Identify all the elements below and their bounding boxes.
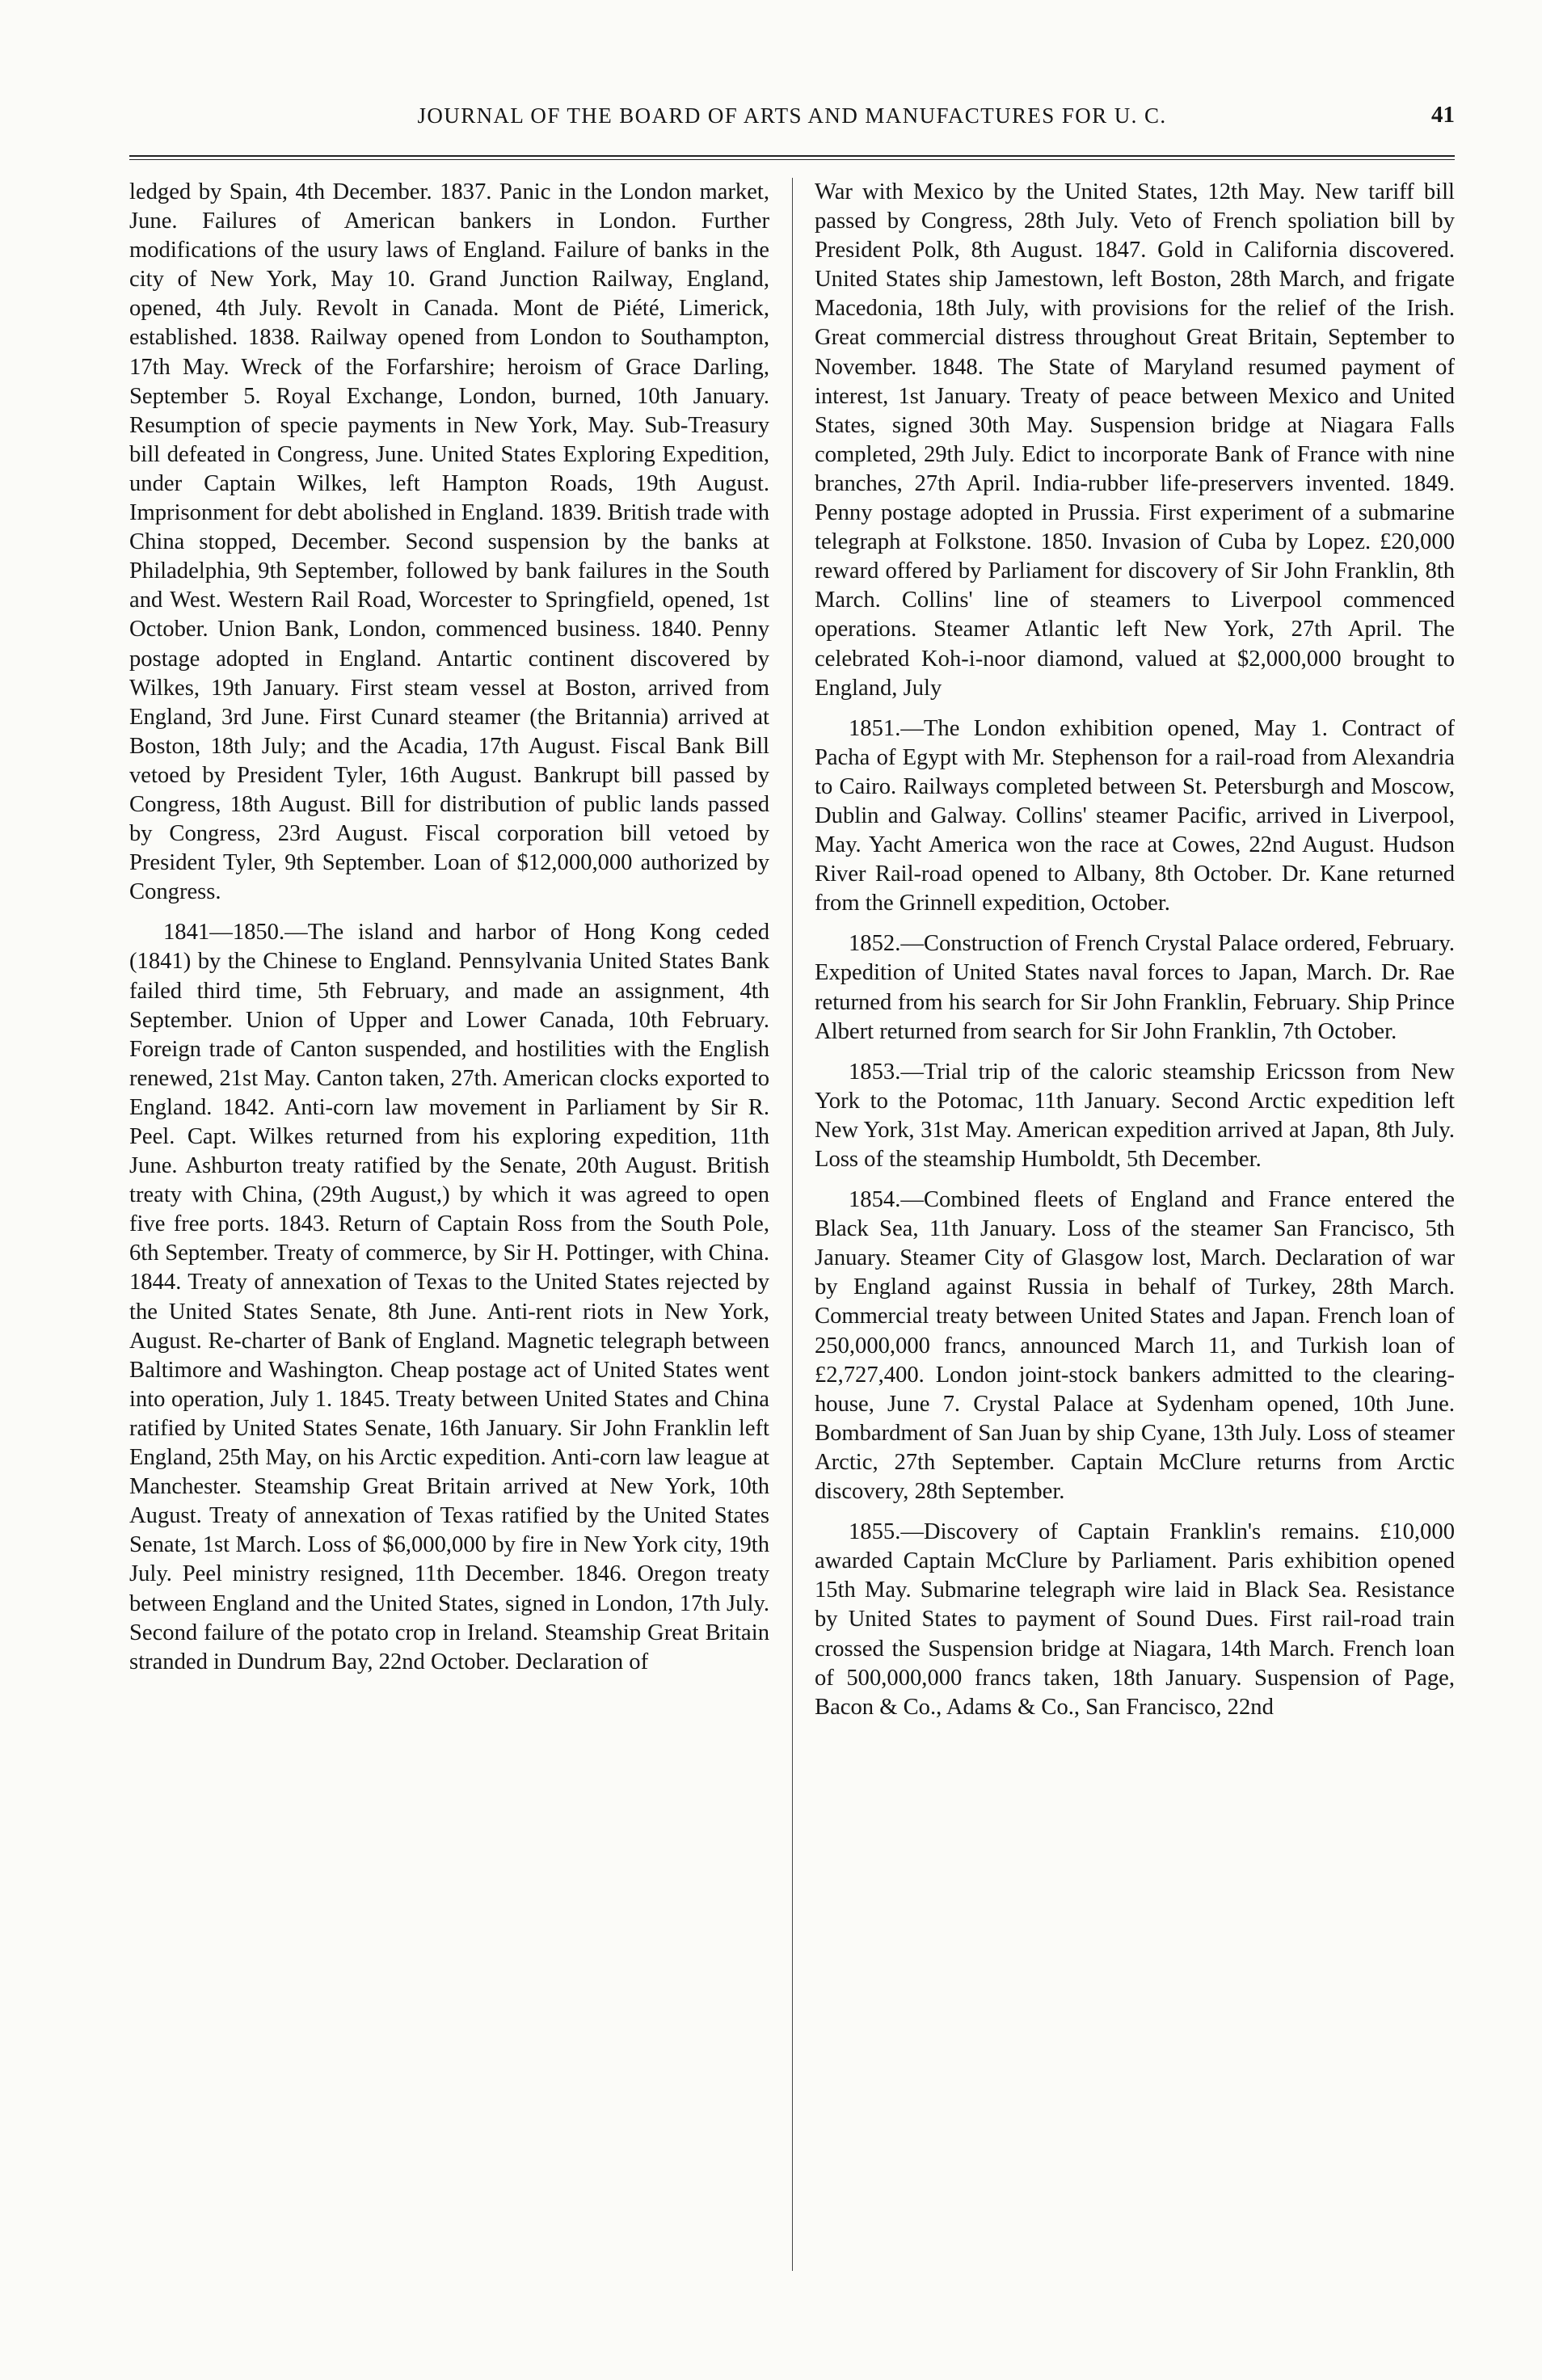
- paragraph-1846-1850: War with Mexico by the United States, 12th May. New tariff bill passed by Congress, 28th July. Veto of French spoliation bill by President Polk, 8th August. 1847. Gold in California discovered. United States ship Jamestown, left Boston, 28th March, and frigate Macedonia, 18th July, with provisions for the relief of the Irish. Great commercial distress throughout Great Britain, September to November. 1848. The State of Maryland resumed payment of interest, 1st January. Treaty of peace between Mexico and United States, signed 30th May. Suspension bridge at Niagara Falls completed, 29th July. Edict to incorporate Bank of France with nine branches, 27th April. India-rubber life-preservers invented. 1849. Penny postage adopted in Prussia. First experiment of a submarine telegraph at Folkstone. 1850. Invasion of Cuba by Lopez. £20,000 reward offered by Parliament for discovery of Sir John Franklin, 8th March. Collins' line of steamers to Liverpool commenced operations. Steamer Atlantic left New York, 27th April. The celebrated Koh-i-noor diamond, valued at $2,000,000 brought to England, July: [815, 179, 1455, 701]
- journal-page: [129, 97, 1455, 2344]
- paragraph-1855: 1855.—Discovery of Captain Franklin's remains. £10,000 awarded Captain McClure by Parliament. Paris exhibition opened 15th May. Submarine telegraph wire laid in Black Sea. Resistance by United States to payment of Sound Dues. First rail-road train crossed the Suspension bridge at Niagara, 14th March. French loan of 500,000,000 francs taken, 18th January. Suspension of Page, Bacon & Co., Adams & Co., San Francisco, 22nd: [815, 1519, 1455, 1720]
- column-divider: [792, 178, 793, 2271]
- paragraph-1853: 1853.—Trial trip of the caloric steamship Ericsson from New York to the Potomac, 11th January. Second Arctic expedition left New York, 31st May. American expedition arrived at Japan, 8th July. Loss of the steamship Humboldt, 5th December.: [815, 1059, 1455, 1172]
- page-header: [129, 97, 1455, 145]
- header-rule: [129, 155, 1455, 160]
- right-column: [815, 178, 1455, 1733]
- text-columns: [129, 178, 1455, 2279]
- paragraph-1852: 1852.—Construction of French Crystal Palace ordered, February. Expedition of United States naval forces to Japan, March. Dr. Rae returned from his search for Sir John Franklin, February. Ship Prince Albert returned from search for Sir John Franklin, 7th October.: [815, 931, 1455, 1044]
- paragraph-1837-1840: ledged by Spain, 4th December. 1837. Panic in the London market, June. Failures of American bankers in London. Further modifications of the usury laws of England. Failure of banks in the city of New York, May 10. Grand Junction Railway, England, opened, 4th July. Revolt in Canada. Mont de Piété, Limerick, established. 1838. Railway opened from London to Southampton, 17th May. Wreck of the Forfarshire; heroism of Grace Darling, September 5. Royal Exchange, London, burned, 10th January. Resumption of specie payments in New York, May. Sub-Treasury bill defeated in Congress, June. United States Exploring Expedition, under Captain Wilkes, left Hampton Roads, 19th August. Imprisonment for debt abolished in England. 1839. British trade with China stopped, December. Second suspension by the banks at Philadelphia, 9th September, followed by bank failures in the South and West. Western Rail Road, Worcester to Springfield, opened, 1st October. Union Bank, London, commenced business. 1840. Penny postage adopted in England. Antartic continent discovered by Wilkes, 19th January. First steam vessel at Boston, arrived from England, 3rd June. First Cunard steamer (the Britannia) arrived at Boston, 18th July; and the Acadia, 17th August. Fiscal Bank Bill vetoed by President Tyler, 16th August. Bankrupt bill passed by Congress, 18th August. Bill for distribution of public lands passed by Congress, 23rd August. Fiscal corporation bill vetoed by President Tyler, 9th September. Loan of $12,000,000 authorized by Congress.: [129, 179, 769, 905]
- page-number: 41: [1431, 102, 1455, 128]
- running-title: JOURNAL OF THE BOARD OF ARTS AND MANUFACTURES FOR U. C.: [417, 103, 1167, 128]
- paragraph-1851: 1851.—The London exhibition opened, May 1. Contract of Pacha of Egypt with Mr. Stephenson for a rail-road from Alexandria to Cairo. Railways completed between St. Petersburgh and Moscow, Dublin and Galway. Collins' steamer Pacific, arrived in Liverpool, May. Yacht America won the race at Cowes, 22nd August. Hudson River Rail-road opened to Albany, 8th October. Dr. Kane returned from the Grinnell expedition, October.: [815, 715, 1455, 916]
- paragraph-1854: 1854.—Combined fleets of England and France entered the Black Sea, 11th January. Loss of the steamer San Francisco, 5th January. Steamer City of Glasgow lost, March. Declaration of war by England against Russia in behalf of Turkey, 28th March. Commercial treaty between United States and Japan. French loan of 250,000,000 francs, announced March 11, and Turkish loan of £2,727,400. London joint-stock bankers admitted to the clearing-house, June 7. Crystal Palace at Sydenham opened, 10th June. Bombardment of San Juan by ship Cyane, 13th July. Loss of steamer Arctic, 27th September. Captain McClure returns from Arctic discovery, 28th September.: [815, 1187, 1455, 1505]
- left-column: [129, 178, 769, 1688]
- paragraph-1841-1850: 1841—1850.—The island and harbor of Hong Kong ceded (1841) by the Chinese to England. Pennsylvania United States Bank failed third time, 5th February, and made an assignment, 4th September. Union of Upper and Lower Canada, 10th February. Foreign trade of Canton suspended, and hostilities with the English renewed, 21st May. Canton taken, 27th. American clocks exported to England. 1842. Anti-corn law movement in Parliament by Sir R. Peel. Capt. Wilkes returned from his exploring expedition, 11th June. Ashburton treaty ratified by the Senate, 20th August. British treaty with China, (29th August,) by which it was agreed to open five free ports. 1843. Return of Captain Ross from the South Pole, 6th September. Treaty of commerce, by Sir H. Pottinger, with China. 1844. Treaty of annexation of Texas to the United States rejected by the United States Senate, 8th June. Anti-rent riots in New York, August. Re-charter of Bank of England. Magnetic telegraph between Baltimore and Washington. Cheap postage act of United States went into operation, July 1. 1845. Treaty between United States and China ratified by United States Senate, 16th January. Sir John Franklin left England, 25th May, on his Arctic expedition. Anti-corn law league at Manchester. Steamship Great Britain arrived at New York, 10th August. Treaty of annexation of Texas ratified by the United States Senate, 1st March. Loss of $6,000,000 by fire in New York city, 19th July. Peel ministry resigned, 11th December. 1846. Oregon treaty between England and the United States, signed in London, 17th July. Second failure of the potato crop in Ireland. Steamship Great Britain stranded in Dundrum Bay, 22nd October. Declaration of: [129, 920, 769, 1674]
